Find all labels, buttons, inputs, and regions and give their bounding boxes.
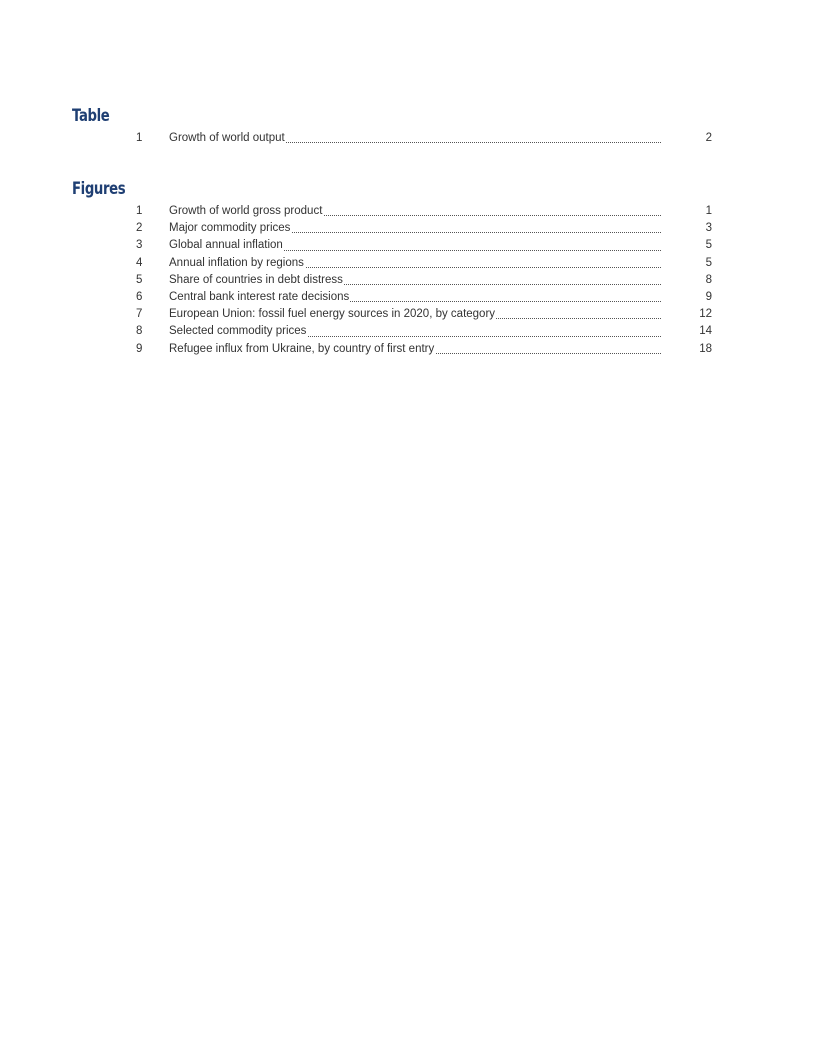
entry-page-number[interactable]: 8 (705, 273, 712, 286)
entry-number: 1 (136, 132, 143, 144)
entry-title[interactable]: European Union: fossil fuel energy sources in 2020, by category (169, 308, 496, 321)
entry-page-number[interactable]: 9 (705, 290, 712, 303)
figure-entry[interactable] (0, 272, 816, 289)
figure-entry[interactable] (0, 341, 816, 358)
entry-title-leader (169, 341, 661, 358)
table-list-heading: Table (72, 106, 110, 126)
figure-entry[interactable] (0, 255, 816, 272)
figure-entries (0, 203, 816, 358)
entry-title-leader (169, 255, 661, 272)
entry-number: 8 (136, 325, 143, 338)
entry-number: 6 (136, 290, 143, 303)
entry-page-number[interactable]: 5 (705, 239, 712, 252)
figure-entry[interactable] (0, 220, 816, 237)
entry-title[interactable]: Major commodity prices (169, 222, 291, 235)
entry-page-number[interactable]: 3 (705, 222, 712, 235)
figures-list-heading: Figures (72, 179, 126, 199)
table-entries (0, 130, 816, 147)
table-entry[interactable] (0, 130, 816, 147)
entry-title-leader (169, 323, 661, 340)
figure-entry[interactable] (0, 237, 816, 254)
entry-title-leader (169, 130, 661, 147)
figure-entry[interactable] (0, 306, 816, 323)
entry-page-number[interactable]: 14 (699, 325, 712, 338)
entry-number: 7 (136, 308, 143, 321)
entry-title-leader (169, 203, 661, 220)
figure-entry[interactable] (0, 289, 816, 306)
entry-title-leader (169, 272, 661, 289)
entry-number: 4 (136, 256, 143, 269)
entry-number: 2 (136, 222, 143, 235)
entry-page-number[interactable]: 1 (705, 205, 712, 217)
entry-page-number[interactable]: 12 (699, 308, 712, 321)
entry-title[interactable]: Selected commodity prices (169, 325, 307, 338)
entry-title[interactable]: Refugee influx from Ukraine, by country of first entry (169, 342, 435, 355)
entry-title[interactable]: Central bank interest rate decisions (169, 290, 350, 303)
figure-entry[interactable] (0, 323, 816, 340)
entry-title[interactable]: Growth of world gross product (169, 205, 323, 217)
entry-page-number[interactable]: 2 (705, 132, 712, 144)
entry-number: 5 (136, 273, 143, 286)
entry-page-number[interactable]: 5 (705, 256, 712, 269)
entry-title[interactable]: Growth of world output (169, 132, 285, 144)
entry-title-leader (169, 289, 661, 306)
entry-number: 3 (136, 239, 143, 252)
entry-title[interactable]: Share of countries in debt distress (169, 273, 343, 286)
entry-title-leader (169, 237, 661, 254)
entry-number: 1 (136, 205, 143, 217)
entry-number: 9 (136, 342, 143, 355)
entry-title[interactable]: Global annual inflation (169, 239, 283, 252)
figure-entry[interactable] (0, 203, 816, 220)
entry-page-number[interactable]: 18 (699, 342, 712, 355)
entry-title-leader (169, 306, 661, 323)
entry-title[interactable]: Annual inflation by regions (169, 256, 304, 269)
entry-title-leader (169, 220, 661, 237)
